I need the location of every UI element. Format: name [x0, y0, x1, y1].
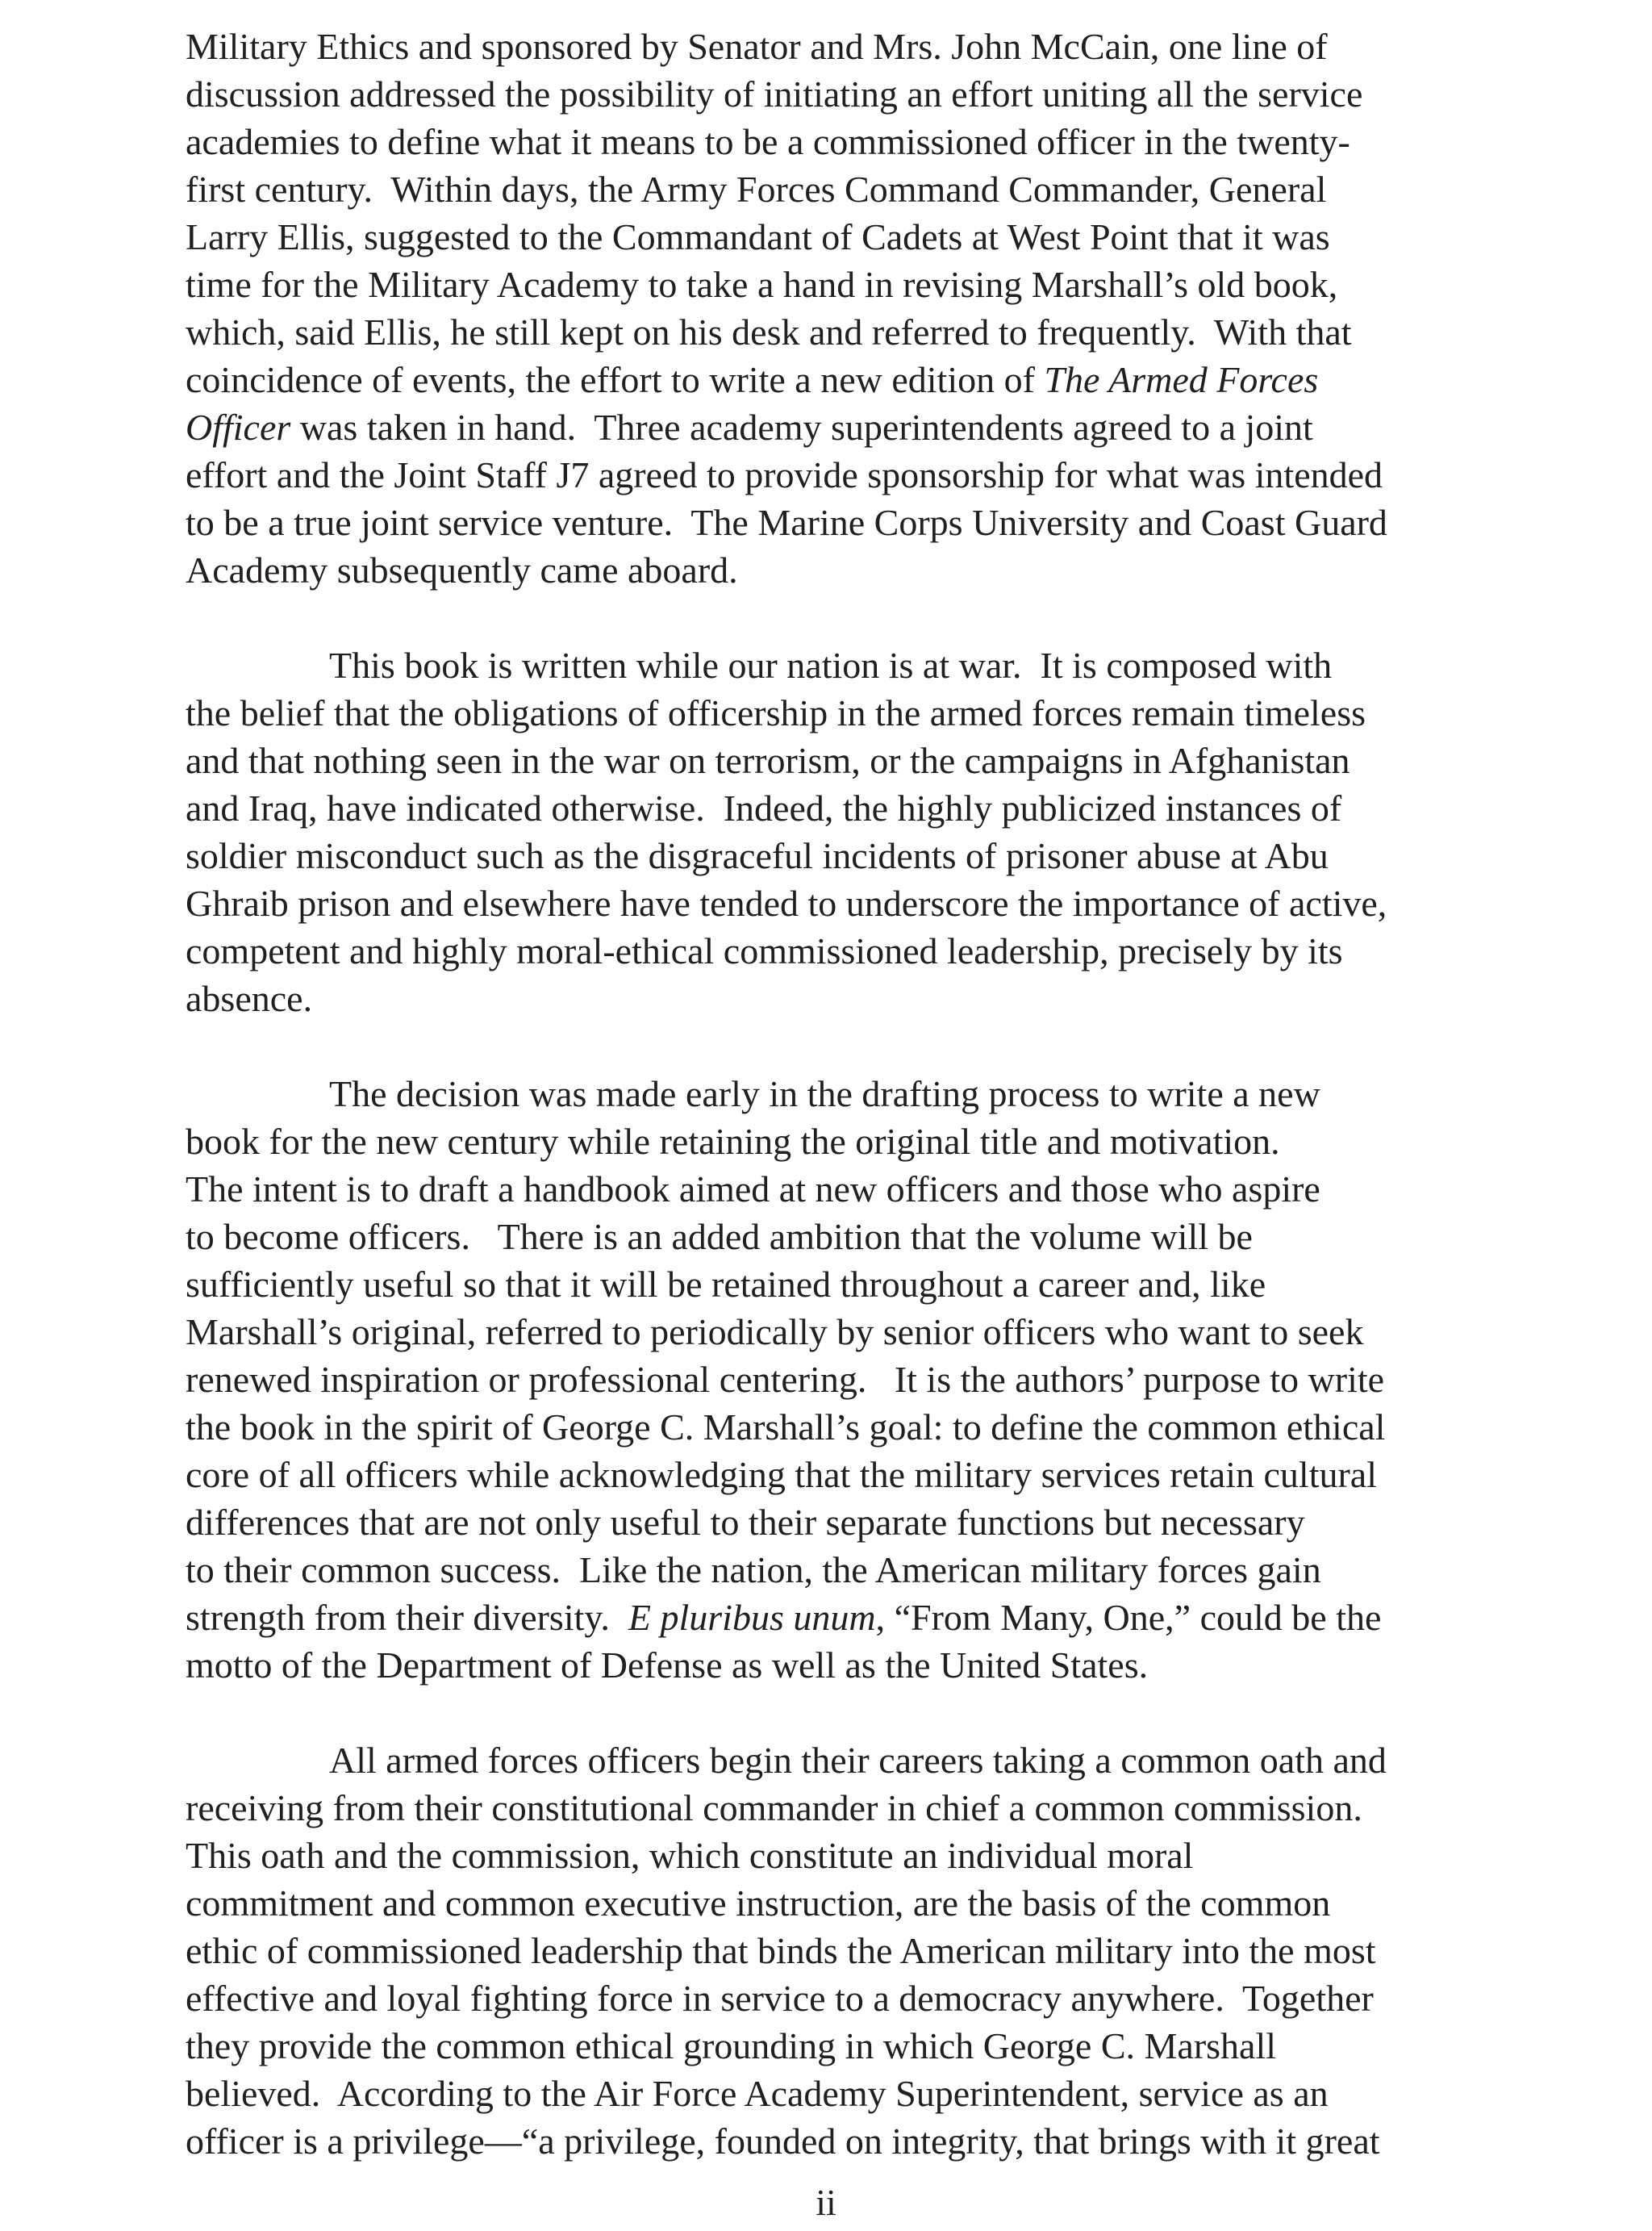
text-line: [186, 165, 1492, 213]
text-line: [186, 499, 1492, 546]
text-line: [186, 737, 1492, 784]
text-line: [186, 70, 1492, 118]
text-run: competent and highly moral-ethical commissioned leadership, precisely by its: [186, 930, 1343, 971]
text-run: they provide the common ethical grounding in which George C. Marshall: [186, 2025, 1277, 2066]
text-run: core of all officers while acknowledging that the military services retain cultural: [186, 1454, 1377, 1495]
text-line: [186, 451, 1492, 499]
text-run: , “From Many, One,” could be the: [875, 1597, 1382, 1638]
text-run: to become officers. There is an added ambition that the volume will be: [186, 1216, 1253, 1257]
paragraph: [186, 1736, 1492, 2165]
text-line: [186, 1641, 1492, 1689]
text-run: Larry Ellis, suggested to the Commandant of Cadets at West Point that it was: [186, 216, 1330, 257]
text-line: [186, 1832, 1492, 1879]
text-line: [186, 784, 1492, 832]
text-run: believed. According to the Air Force Academy Superintendent, service as an: [186, 2073, 1329, 2114]
text-line: [186, 1927, 1492, 1974]
text-line: [186, 2117, 1492, 2165]
text-run: effort and the Joint Staff J7 agreed to provide sponsorship for what was intended: [186, 454, 1383, 495]
body-text: [186, 23, 1492, 2165]
paragraph: [186, 641, 1492, 1022]
text-run: to be a true joint service venture. The Marine Corps University and Coast Guard: [186, 502, 1387, 543]
italic-run: The Armed Forces: [1044, 359, 1319, 400]
text-line: [186, 1403, 1492, 1451]
paragraph-gap: [186, 594, 1492, 641]
text-run: renewed inspiration or professional centering. It is the authors’ purpose to write: [186, 1359, 1385, 1400]
text-line: [186, 927, 1492, 975]
text-run: ethic of commissioned leadership that binds the American military into the most: [186, 1930, 1376, 1971]
text-run: and that nothing seen in the war on terrorism, or the campaigns in Afghanistan: [186, 740, 1350, 781]
text-run: which, said Ellis, he still kept on his desk and referred to frequently. With that: [186, 311, 1352, 353]
text-run: differences that are not only useful to their separate functions but necessary: [186, 1502, 1305, 1543]
text-line: [186, 1260, 1492, 1308]
text-line: [186, 2070, 1492, 2117]
text-line: [186, 975, 1492, 1022]
italic-run: Officer: [186, 407, 291, 448]
text-run: discussion addressed the possibility of initiating an effort uniting all the service: [186, 73, 1363, 115]
text-line: [186, 356, 1492, 403]
text-run: commitment and common executive instruction, are the basis of the common: [186, 1882, 1331, 1924]
text-run: The intent is to draft a handbook aimed at new officers and those who aspire: [186, 1168, 1320, 1210]
text-run: and Iraq, have indicated otherwise. Indeed, the highly publicized instances of: [186, 788, 1342, 829]
text-line: [186, 546, 1492, 594]
text-run: the book in the spirit of George C. Marshall’s goal: to define the common ethical: [186, 1406, 1386, 1448]
text-run: the belief that the obligations of officership in the armed forces remain timeless: [186, 692, 1366, 733]
paragraph-gap: [186, 1022, 1492, 1070]
text-run: All armed forces officers begin their careers taking a common oath and: [329, 1740, 1387, 1781]
text-line: [186, 1356, 1492, 1403]
italic-run: E pluribus unum: [628, 1597, 876, 1638]
text-line: [186, 118, 1492, 165]
text-line: [186, 1594, 1492, 1641]
text-line: [186, 403, 1492, 451]
text-line: [186, 1736, 1492, 1784]
text-line: [186, 1213, 1492, 1260]
text-run: strength from their diversity.: [186, 1597, 628, 1638]
text-run: effective and loyal fighting force in service to a democracy anywhere. Together: [186, 1978, 1374, 2019]
text-run: sufficiently useful so that it will be retained throughout a career and, like: [186, 1264, 1266, 1305]
paragraph: [186, 1070, 1492, 1689]
text-run: book for the new century while retaining the original title and motivation.: [186, 1121, 1280, 1162]
text-line: [186, 1879, 1492, 1927]
text-run: officer is a privilege—“a privilege, founded on integrity, that brings with it great: [186, 2120, 1380, 2162]
text-run: soldier misconduct such as the disgraceful incidents of prisoner abuse at Abu: [186, 835, 1329, 876]
text-run: Ghraib prison and elsewhere have tended to underscore the importance of active,: [186, 883, 1387, 924]
text-run: academies to define what it means to be a commissioned officer in the twenty-: [186, 121, 1350, 162]
text-line: [186, 2022, 1492, 2070]
text-run: first century. Within days, the Army Forces Command Commander, General: [186, 169, 1327, 210]
text-run: Academy subsequently came aboard.: [186, 549, 738, 591]
text-run: to their common success. Like the nation, the American military forces gain: [186, 1549, 1321, 1590]
text-line: [186, 1118, 1492, 1165]
text-run: was taken in hand. Three academy superintendents agreed to a joint: [290, 407, 1313, 448]
text-line: [186, 689, 1492, 737]
text-line: [186, 832, 1492, 879]
text-line: [186, 308, 1492, 356]
text-line: [186, 879, 1492, 927]
text-line: [186, 1546, 1492, 1594]
paragraph-gap: [186, 1689, 1492, 1736]
text-run: time for the Military Academy to take a hand in revising Marshall’s old book,: [186, 264, 1338, 305]
text-run: This oath and the commission, which constitute an individual moral: [186, 1835, 1194, 1876]
text-run: Marshall’s original, referred to periodically by senior officers who want to seek: [186, 1311, 1364, 1352]
text-line: [186, 213, 1492, 261]
text-line: [186, 1784, 1492, 1832]
text-run: This book is written while our nation is at war. It is composed with: [329, 645, 1333, 686]
text-line: [186, 261, 1492, 308]
text-line: [186, 1974, 1492, 2022]
text-run: coincidence of events, the effort to write a new edition of: [186, 359, 1045, 400]
text-line: [186, 1498, 1492, 1546]
text-line: [186, 1070, 1492, 1118]
text-run: absence.: [186, 978, 313, 1019]
text-line: [186, 1308, 1492, 1356]
text-line: [186, 641, 1492, 689]
text-run: receiving from their constitutional commander in chief a common commission.: [186, 1787, 1362, 1828]
text-run: motto of the Department of Defense as well as the United States.: [186, 1644, 1149, 1686]
text-line: [186, 23, 1492, 70]
page-number: ii: [816, 2182, 836, 2223]
text-run: Military Ethics and sponsored by Senator and Mrs. John McCain, one line of: [186, 26, 1328, 67]
text-run: The decision was made early in the drafting process to write a new: [329, 1073, 1320, 1114]
text-line: [186, 1451, 1492, 1498]
text-line: [186, 1165, 1492, 1213]
paragraph: [186, 23, 1492, 594]
